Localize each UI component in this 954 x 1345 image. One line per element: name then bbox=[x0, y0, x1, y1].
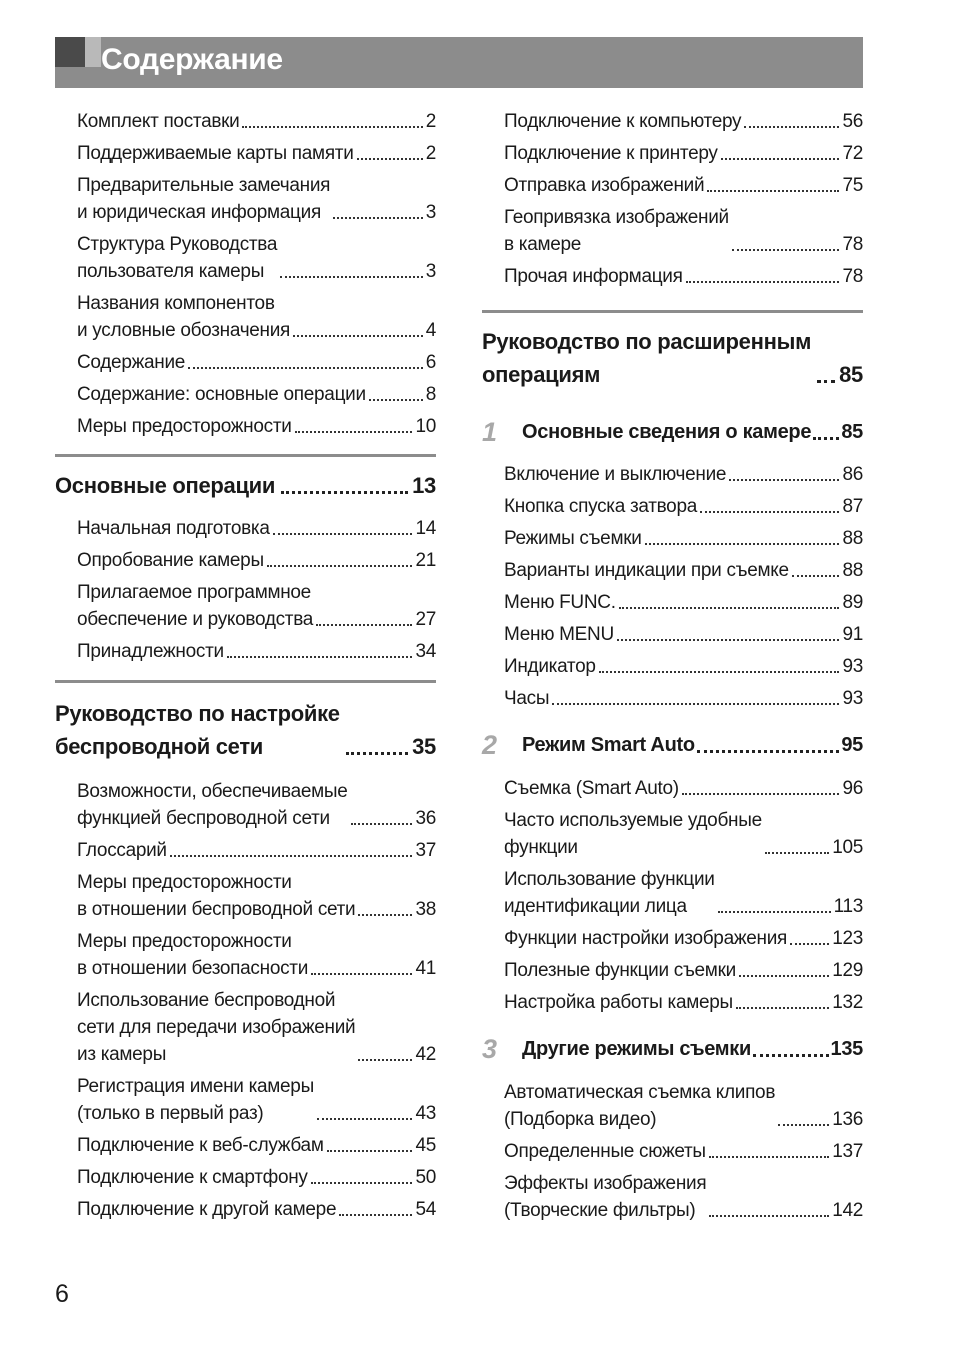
section-basic-operations[interactable]: Основные операции 13 bbox=[55, 473, 436, 498]
toc-entry[interactable]: Прилагаемое программное обеспечение и руководства 27 bbox=[77, 582, 436, 630]
toc-entry[interactable]: Опробование камеры 21 bbox=[77, 550, 436, 571]
toc-entry[interactable]: Меню FUNC. 89 bbox=[504, 592, 863, 613]
section-divider bbox=[482, 310, 863, 313]
toc-chapter-3-list bbox=[482, 1079, 863, 1224]
toc-entry[interactable]: Регистрация имени камеры (только в первый раз) 43 bbox=[77, 1076, 436, 1124]
toc-wireless-cont-list bbox=[482, 108, 863, 290]
toc-entry[interactable]: Определенные сюжеты 137 bbox=[504, 1141, 863, 1162]
toc-entry[interactable]: Содержание 6 bbox=[77, 352, 436, 373]
toc-entry[interactable]: Поддерживаемые карты памяти 2 bbox=[77, 143, 436, 164]
right-column bbox=[482, 108, 863, 1229]
toc-entry[interactable]: Прочая информация 78 bbox=[504, 266, 863, 287]
toc-entry[interactable]: Отправка изображений 75 bbox=[504, 175, 863, 196]
toc-entry[interactable]: Включение и выключение 86 bbox=[504, 464, 863, 485]
page-number: 6 bbox=[55, 1280, 69, 1308]
toc-chapter-2-list bbox=[482, 775, 863, 1016]
toc-entry[interactable]: Содержание: основные операции 8 bbox=[77, 384, 436, 405]
toc-entry[interactable]: Меры предосторожности 10 bbox=[77, 416, 436, 437]
toc-entry[interactable]: Функции настройки изображения 123 bbox=[504, 928, 863, 949]
toc-entry[interactable]: Возможности, обеспечиваемые функцией беспроводной сети 36 bbox=[77, 781, 436, 829]
toc-entry[interactable]: Глоссарий 37 bbox=[77, 840, 436, 861]
toc-entry[interactable]: Настройка работы камеры 132 bbox=[504, 992, 863, 1013]
toc-entry[interactable]: Начальная подготовка 14 bbox=[77, 518, 436, 539]
toc-entry[interactable]: Меры предосторожности в отношении беспроводной сети 38 bbox=[77, 872, 436, 920]
toc-entry[interactable]: Использование функции идентификации лица 113 bbox=[504, 869, 863, 917]
toc-entry[interactable]: Подключение к веб-службам 45 bbox=[77, 1135, 436, 1156]
section-wireless-guide[interactable]: Руководство по настройке беспроводной сети 35 bbox=[55, 701, 436, 759]
toc-entry[interactable]: Подключение к компьютеру 56 bbox=[504, 111, 863, 132]
toc-entry[interactable]: Часы 93 bbox=[504, 688, 863, 709]
toc-basic-list bbox=[55, 515, 436, 665]
toc-entry[interactable]: Комплект поставки 2 bbox=[77, 111, 436, 132]
section-divider bbox=[55, 680, 436, 683]
toc-entry[interactable]: Структура Руководства пользователя камеры 3 bbox=[77, 234, 436, 282]
left-column bbox=[55, 108, 436, 1228]
chapter-number: 2 bbox=[482, 730, 497, 760]
toc-entry[interactable]: Кнопка спуска затвора 87 bbox=[504, 496, 863, 517]
toc-entry[interactable]: Подключение к смартфону 50 bbox=[77, 1167, 436, 1188]
chapter-number: 3 bbox=[482, 1034, 497, 1064]
toc-entry[interactable]: Геопривязка изображений в камере 78 bbox=[504, 207, 863, 255]
toc-entry[interactable]: Эффекты изображения (Творческие фильтры) 142 bbox=[504, 1173, 863, 1221]
toc-entry[interactable]: Предварительные замечания и юридическая информация 3 bbox=[77, 175, 436, 223]
page-header bbox=[55, 37, 863, 88]
chapter-number: 1 bbox=[482, 417, 497, 447]
toc-chapter-1-list bbox=[482, 461, 863, 712]
chapter-1[interactable]: 1 Основные сведения о камере 85 bbox=[482, 417, 863, 447]
toc-intro-list bbox=[55, 108, 436, 440]
toc-entry[interactable]: Подключение к принтеру 72 bbox=[504, 143, 863, 164]
toc-entry[interactable]: Индикатор 93 bbox=[504, 656, 863, 677]
toc-entry[interactable]: Принадлежности 34 bbox=[77, 641, 436, 662]
toc-entry[interactable]: Часто используемые удобные функции 105 bbox=[504, 810, 863, 858]
chapter-2[interactable]: 2 Режим Smart Auto 95 bbox=[482, 730, 863, 760]
toc-entry[interactable]: Подключение к другой камере 54 bbox=[77, 1199, 436, 1220]
section-advanced-guide[interactable]: Руководство по расширенным операциям 85 bbox=[482, 329, 863, 387]
toc-entry[interactable]: Съемка (Smart Auto) 96 bbox=[504, 778, 863, 799]
toc-entry[interactable]: Варианты индикации при съемке 88 bbox=[504, 560, 863, 581]
toc-entry[interactable]: Меню MENU 91 bbox=[504, 624, 863, 645]
page-title: Содержание bbox=[101, 43, 283, 76]
toc-entry[interactable]: Автоматическая съемка клипов (Подборка видео) 136 bbox=[504, 1082, 863, 1130]
chapter-3[interactable]: 3 Другие режимы съемки 135 bbox=[482, 1034, 863, 1064]
toc-entry[interactable]: Полезные функции съемки 129 bbox=[504, 960, 863, 981]
section-divider bbox=[55, 454, 436, 457]
toc-entry[interactable]: Режимы съемки 88 bbox=[504, 528, 863, 549]
toc-entry[interactable]: Названия компонентов и условные обозначения 4 bbox=[77, 293, 436, 341]
header-decor-dark bbox=[55, 37, 85, 67]
toc-entry[interactable]: Меры предосторожности в отношении безопасности 41 bbox=[77, 931, 436, 979]
toc-entry[interactable]: Использование беспроводной сети для передачи изображений из камеры 42 bbox=[77, 990, 436, 1065]
toc-wireless-list bbox=[55, 778, 436, 1223]
header-decor-light bbox=[85, 37, 101, 67]
